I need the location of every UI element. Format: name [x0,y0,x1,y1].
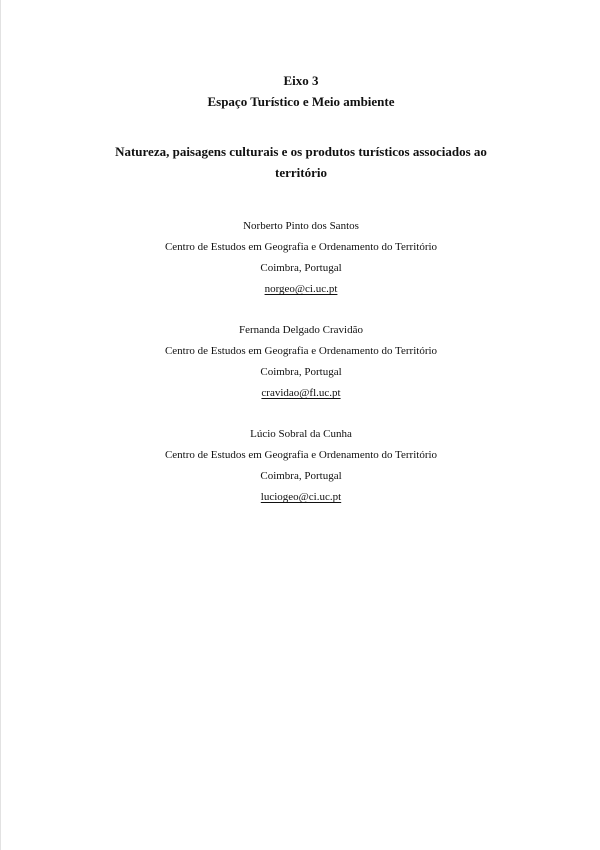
author-block [1,216,600,300]
author-email-link[interactable]: cravidao@fl.uc.pt [261,387,341,399]
author-name: Fernanda Delgado Cravidão [238,324,363,336]
author-block [1,424,600,508]
author-block [1,320,600,404]
paper-title-line-1: Natureza, paisagens culturais e os produtos turísticos associados ao [115,144,487,159]
author-affiliation: Centro de Estudos em Geografia e Ordenamento do Território [164,345,438,357]
author-affiliation: Centro de Estudos em Geografia e Ordenamento do Território [164,241,438,253]
author-name: Norberto Pinto dos Santos [243,220,359,232]
author-location: Coimbra, Portugal [260,470,342,482]
axis-heading [1,70,600,112]
paper-title [1,141,600,183]
author-affiliation: Centro de Estudos em Geografia e Ordenamento do Território [164,449,438,461]
axis-label: Eixo 3 [283,73,319,88]
paper-title-line-2: território [275,165,327,180]
axis-subtitle: Espaço Turístico e Meio ambiente [207,94,395,109]
author-email-link[interactable]: luciogeo@ci.uc.pt [260,491,342,503]
author-location: Coimbra, Portugal [260,366,342,378]
author-email-link[interactable]: norgeo@ci.uc.pt [264,283,338,295]
author-name: Lúcio Sobral da Cunha [250,428,352,440]
author-location: Coimbra, Portugal [260,262,342,274]
